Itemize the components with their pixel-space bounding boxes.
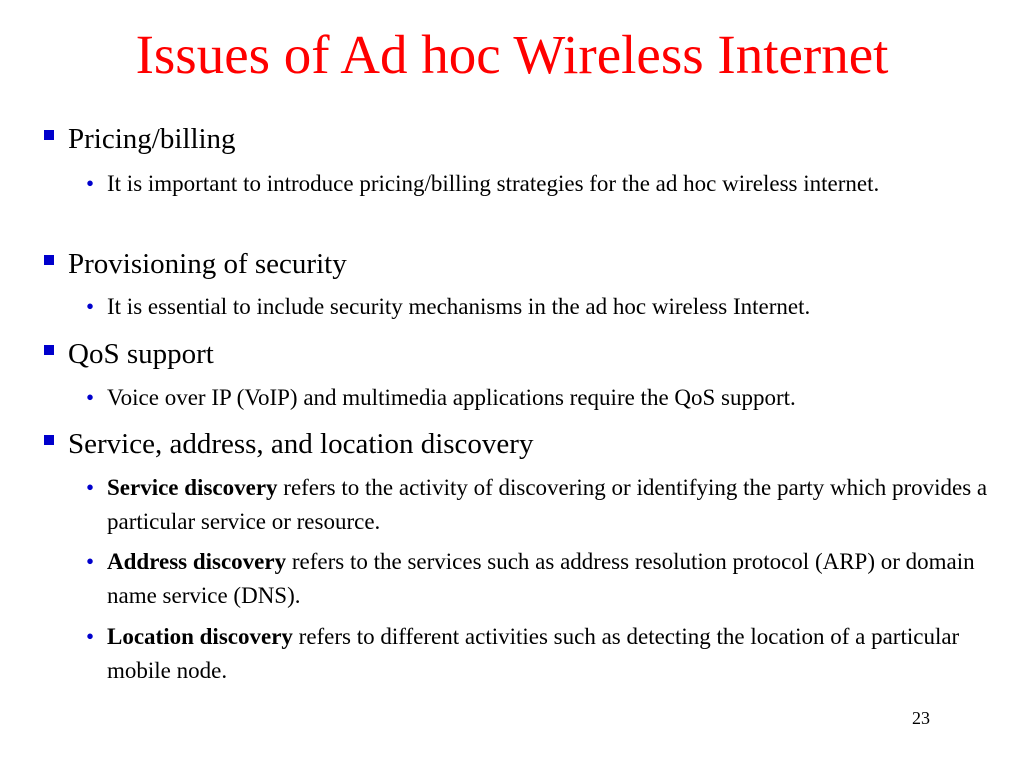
round-bullet-icon: • <box>86 624 95 649</box>
term-service-discovery: Service discovery <box>107 475 278 500</box>
term-address-discovery: Address discovery <box>107 549 287 574</box>
term-location-discovery: Location discovery <box>107 624 293 649</box>
slide-title: Issues of Ad hoc Wireless Internet <box>135 24 889 85</box>
list-item-text <box>107 471 992 539</box>
list-item-text: It is essential to include security mechanisms in the ad hoc wireless Internet. <box>107 294 811 319</box>
term-definition: refers to the activity of discovering or identifying the party which provides a particular service or resource. <box>107 475 988 534</box>
term-definition: refers to different activities such as detecting the location of a particular mobile node. <box>107 624 960 683</box>
round-bullet-icon: • <box>86 549 95 574</box>
section-heading-text: QoS support <box>68 338 214 370</box>
list-item-text: Voice over IP (VoIP) and multimedia applications require the QoS support. <box>107 385 796 410</box>
list-item-text <box>107 545 992 613</box>
term-definition: refers to the services such as address resolution protocol (ARP) or domain name service (DNS). <box>107 549 975 608</box>
section-heading-text: Pricing/billing <box>68 123 236 155</box>
square-bullet-icon <box>44 255 54 265</box>
square-bullet-icon <box>44 130 54 140</box>
section-heading-text: Service, address, and location discovery <box>68 428 534 460</box>
round-bullet-icon: • <box>86 294 95 319</box>
list-item-text <box>107 620 992 688</box>
square-bullet-icon <box>44 435 54 445</box>
round-bullet-icon: • <box>86 475 95 500</box>
square-bullet-icon <box>44 345 54 355</box>
list-item-text: It is important to introduce pricing/billing strategies for the ad hoc wireless internet. <box>107 171 880 196</box>
round-bullet-icon: • <box>86 171 95 196</box>
page-number: 23 <box>912 708 930 728</box>
round-bullet-icon: • <box>86 385 95 410</box>
section-heading-text: Provisioning of security <box>68 248 347 280</box>
